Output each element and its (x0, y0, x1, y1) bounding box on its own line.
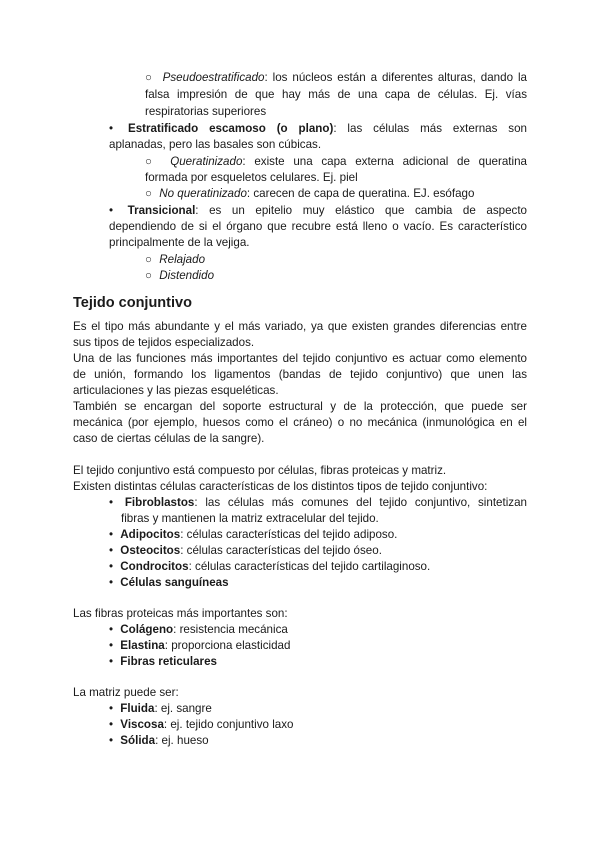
paragraph-line: sus tipos de tejidos especializados. (73, 336, 255, 349)
list-item-condrocitos: • Condrocitos: células características del tejido cartilaginoso. (109, 560, 431, 573)
term-fibras-reticulares: Fibras reticulares (120, 655, 217, 668)
text-line: aplanadas, pero las basales son cúbicas. (109, 138, 322, 151)
dot-bullet: • (109, 734, 114, 747)
term-fluida: Fluida (120, 702, 155, 715)
dot-bullet: • (109, 718, 114, 731)
term-celulas-sanguineas: Células sanguíneas (120, 576, 229, 589)
dot-bullet: • (109, 623, 114, 636)
paragraph-line: La matriz puede ser: (73, 686, 179, 699)
list-item-fibroblastos: • Fibroblastos: las células más comunes del tejido conjuntivo, sintetizan (109, 496, 527, 509)
circle-bullet: ○ (145, 253, 153, 266)
list-item-fibras-reticulares (109, 654, 217, 670)
list-item-solida: • Sólida: ej. hueso (109, 734, 209, 747)
term-no-queratinizado: No queratinizado (159, 187, 247, 200)
text-line: respiratorias superiores (145, 105, 267, 118)
term-estratificado: Estratificado escamoso (o plano) (127, 122, 334, 135)
paragraph-line: caso de ciertas células de la sangre). (73, 432, 265, 445)
list-item-distendido (145, 268, 214, 284)
list-item-estratificado: • Estratificado escamoso (o plano): las células más externas son (109, 122, 527, 135)
paragraph-line: Existen distintas células características de los distintos tipos de tejido conjuntivo: (73, 480, 488, 493)
paragraph-line: articulaciones y las piezas esqueléticas. (73, 384, 279, 397)
list-item-pseudoestratificado: ○ Pseudoestratificado: los núcleos están a diferentes alturas, dando la (145, 71, 527, 84)
paragraph-line: Las fibras proteicas más importantes son: (73, 607, 288, 620)
circle-bullet: ○ (145, 71, 154, 84)
paragraph-line: También se encargan del soporte estructural y de la protección, que puede ser (73, 400, 527, 413)
text-line: dependiendo de si el órgano que recubre está lleno o vacío. Es característico (109, 220, 527, 233)
list-item-colageno: • Colágeno: resistencia mecánica (109, 623, 288, 636)
text-line: fibras y mantienen la matriz extracelular del tejido. (121, 512, 379, 525)
paragraph-line: mecánica (por ejemplo, huesos como el cráneo) o no mecánica (inmunológica en el (73, 416, 527, 429)
term-pseudoestratificado: Pseudoestratificado (162, 71, 265, 84)
list-item-viscosa: • Viscosa: ej. tejido conjuntivo laxo (109, 718, 294, 731)
circle-bullet: ○ (145, 155, 158, 168)
dot-bullet: • (109, 122, 114, 135)
text-line: principalmente de la vejiga. (109, 236, 250, 249)
paragraph-line: El tejido conjuntivo está compuesto por células, fibras proteicas y matriz. (73, 464, 447, 477)
list-item-relajado (145, 252, 205, 268)
dot-bullet: • (109, 655, 114, 668)
list-item-transicional: • Transicional: es un epitelio muy elástico que cambia de aspecto (109, 204, 527, 217)
dot-bullet: • (109, 702, 114, 715)
term-fibroblastos: Fibroblastos (124, 496, 195, 509)
list-item-elastina: • Elastina: proporciona elasticidad (109, 639, 291, 652)
paragraph-line: de unión, formando los ligamentos (bandas de tejido conjuntivo) que unen las (73, 368, 527, 381)
dot-bullet: • (109, 528, 114, 541)
dot-bullet: • (109, 496, 114, 509)
text-line: formada por esqueletos celulares. Ej. piel (145, 171, 358, 184)
circle-bullet: ○ (145, 269, 153, 282)
term-solida: Sólida (120, 734, 156, 747)
term-adipocitos: Adipocitos (120, 528, 181, 541)
term-osteocitos: Osteocitos (120, 544, 181, 557)
dot-bullet: • (109, 204, 114, 217)
dot-bullet: • (109, 639, 114, 652)
term-viscosa: Viscosa (120, 718, 164, 731)
list-item-adipocitos: • Adipocitos: células características del tejido adiposo. (109, 528, 398, 541)
paragraph-line: Una de las funciones más importantes del tejido conjuntivo es actuar como elemento (73, 352, 527, 365)
dot-bullet: • (109, 576, 114, 589)
paragraph-line: Es el tipo más abundante y el más variado, ya que existen grandes diferencias entre (73, 320, 527, 333)
term-elastina: Elastina (120, 639, 165, 652)
list-item-celulas-sanguineas (109, 575, 229, 591)
circle-bullet: ○ (145, 187, 153, 200)
term-colageno: Colágeno (120, 623, 174, 636)
term-transicional: Transicional (127, 204, 196, 217)
term-queratinizado: Queratinizado (170, 155, 243, 168)
dot-bullet: • (109, 544, 114, 557)
list-item-fluida: • Fluida: ej. sangre (109, 702, 212, 715)
list-item-no-queratinizado: ○ No queratinizado: carecen de capa de queratina. EJ. esófago (145, 187, 475, 200)
dot-bullet: • (109, 560, 114, 573)
term-relajado: Relajado (159, 253, 206, 266)
list-item-osteocitos: • Osteocitos: células características del tejido óseo. (109, 544, 382, 557)
list-item-queratinizado: ○ Queratinizado: existe una capa externa adicional de queratina (145, 155, 527, 168)
section-title: Tejido conjuntivo (73, 295, 192, 311)
term-condrocitos: Condrocitos (120, 560, 189, 573)
term-distendido: Distendido (159, 269, 215, 282)
text-line: falsa impresión de que hay más de una capa de células. Ej. vías (145, 88, 527, 101)
